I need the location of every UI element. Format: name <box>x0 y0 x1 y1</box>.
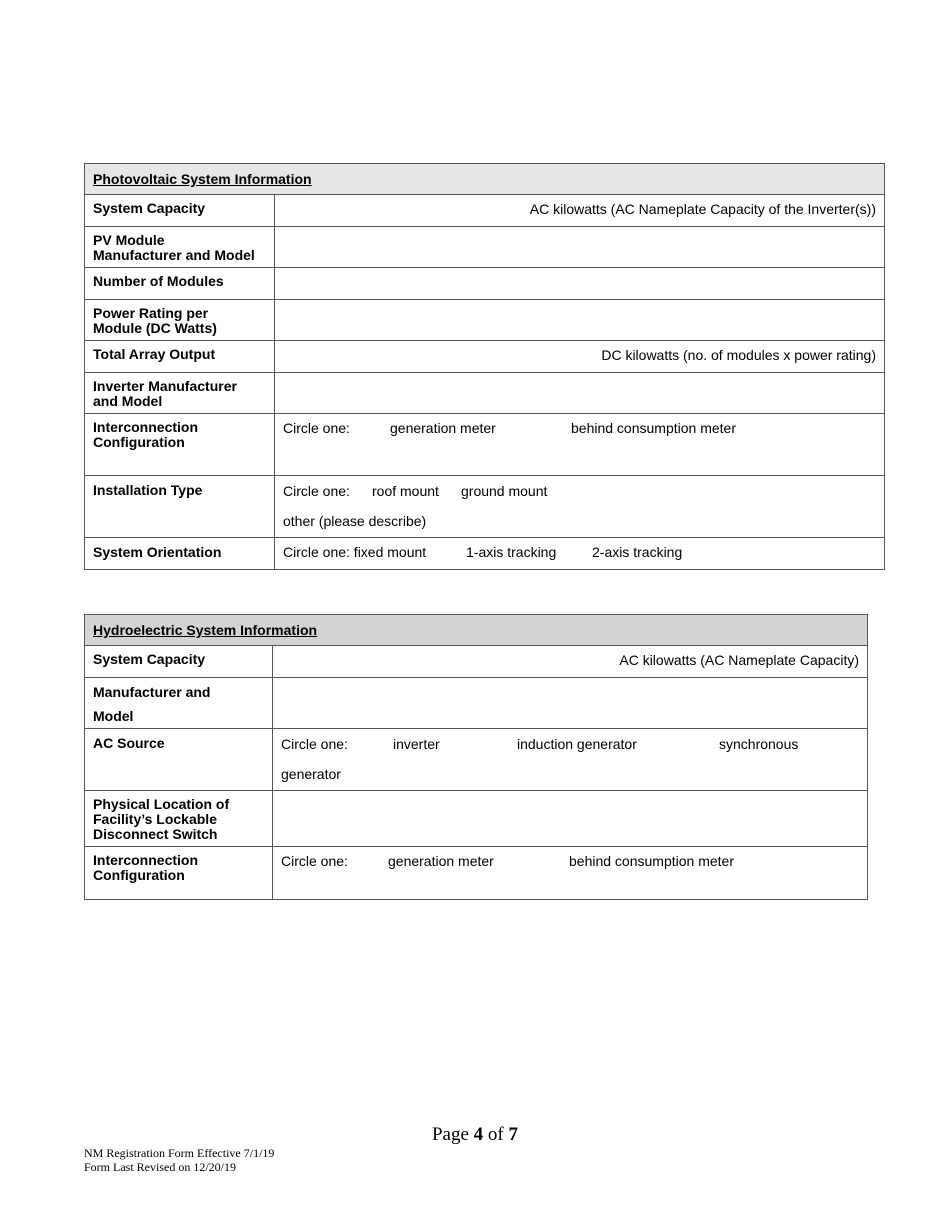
pv-array-output-unit: DC kilowatts (no. of modules x power rating) <box>601 347 876 363</box>
form-revised-note: Form Last Revised on 12/20/19 <box>84 1160 236 1174</box>
pv-system-table <box>84 163 885 570</box>
pv-system-capacity-field[interactable] <box>275 195 885 227</box>
pv-option-1-axis[interactable]: 1-axis tracking <box>466 544 557 560</box>
hydro-location-label: Physical Location of Facility’s Lockable Disconnect Switch <box>85 791 273 847</box>
hydro-option-behind-consumption-meter[interactable]: behind consumption meter <box>569 853 734 869</box>
hydro-option-generation-meter[interactable]: generation meter <box>388 853 494 869</box>
pv-interconnection-prompt: Circle one: <box>283 420 350 436</box>
pv-option-other[interactable]: other (please describe) <box>283 513 427 529</box>
pv-array-output-field[interactable] <box>275 341 885 373</box>
pv-num-modules-field[interactable] <box>275 268 885 300</box>
hydro-ac-source-field <box>273 729 868 791</box>
pv-system-capacity-unit: AC kilowatts (AC Nameplate Capacity of the Inverter(s)) <box>529 201 876 217</box>
pv-header: Photovoltaic System Information <box>85 164 885 195</box>
pv-module-label: PV Module Manufacturer and Model <box>85 227 275 268</box>
hydro-interconnection-prompt: Circle one: <box>281 853 348 869</box>
pv-num-modules-label: Number of Modules <box>85 268 275 300</box>
pv-interconnection-field <box>275 414 885 476</box>
pv-option-ground-mount[interactable]: ground mount <box>461 483 548 499</box>
pv-option-2-axis[interactable]: 2-axis tracking <box>592 544 683 560</box>
hydro-interconnection-label: Interconnection Configuration <box>85 847 273 900</box>
hydro-system-capacity-unit: AC kilowatts (AC Nameplate Capacity) <box>619 652 859 668</box>
pv-option-roof-mount[interactable]: roof mount <box>372 483 439 499</box>
hydro-option-induction-generator[interactable]: induction generator <box>517 736 637 752</box>
pv-orientation-label: System Orientation <box>85 538 275 570</box>
pv-interconnection-label: Interconnection Configuration <box>85 414 275 476</box>
pv-power-rating-field[interactable] <box>275 300 885 341</box>
pv-installation-prompt: Circle one: <box>283 483 350 499</box>
pv-installation-label: Installation Type <box>85 476 275 538</box>
pv-power-rating-label: Power Rating per Module (DC Watts) <box>85 300 275 341</box>
hydro-system-capacity-label: System Capacity <box>85 646 273 678</box>
hydro-system-table <box>84 614 868 900</box>
pv-array-output-label: Total Array Output <box>85 341 275 373</box>
hydro-header: Hydroelectric System Information <box>85 615 868 646</box>
hydro-ac-source-prompt: Circle one: <box>281 736 348 752</box>
hydro-manufacturer-label: Manufacturer and Model <box>85 678 273 729</box>
hydro-interconnection-field <box>273 847 868 900</box>
form-effective-note: NM Registration Form Effective 7/1/19 <box>84 1146 275 1160</box>
pv-module-field[interactable] <box>275 227 885 268</box>
pv-installation-field <box>275 476 885 538</box>
pv-inverter-label: Inverter Manufacturer and Model <box>85 373 275 414</box>
hydro-option-synchronous-cont[interactable]: generator <box>281 766 341 782</box>
pv-option-generation-meter[interactable]: generation meter <box>390 420 496 436</box>
page-number: Page 4 of 7 <box>431 1124 518 1145</box>
pv-option-behind-consumption-meter[interactable]: behind consumption meter <box>571 420 736 436</box>
pv-orientation-field <box>275 538 885 570</box>
hydro-location-field[interactable] <box>273 791 868 847</box>
hydro-ac-source-label: AC Source <box>85 729 273 791</box>
pv-option-fixed-mount[interactable]: Circle one: fixed mount <box>283 544 427 560</box>
pv-inverter-field[interactable] <box>275 373 885 414</box>
hydro-system-capacity-field[interactable] <box>273 646 868 678</box>
hydro-option-inverter[interactable]: inverter <box>393 736 440 752</box>
pv-system-capacity-label: System Capacity <box>85 195 275 227</box>
hydro-option-synchronous[interactable]: synchronous <box>719 736 799 752</box>
hydro-manufacturer-field[interactable] <box>273 678 868 729</box>
